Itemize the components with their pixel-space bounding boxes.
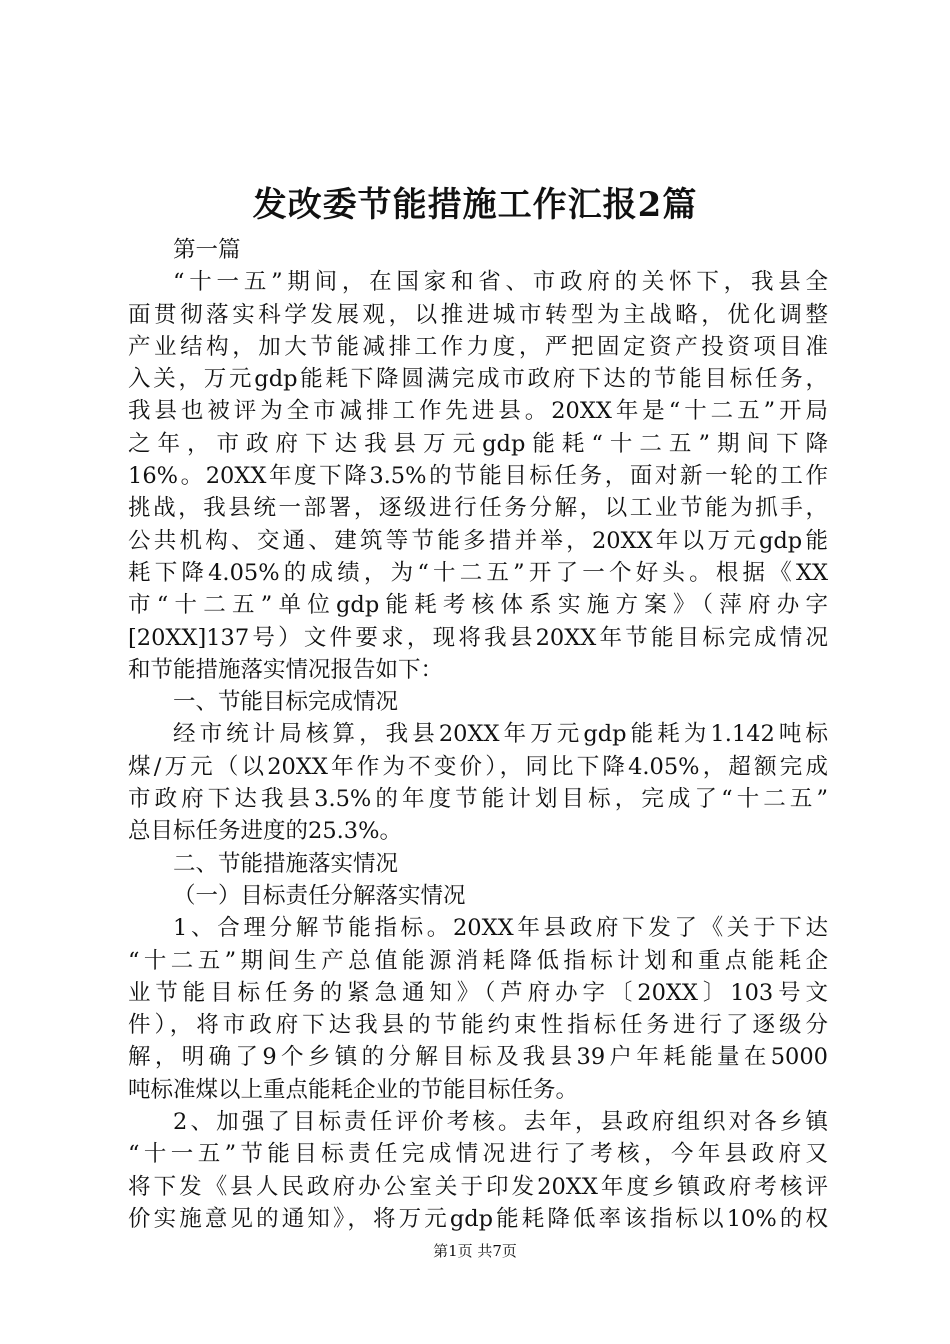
text-line: 价实施意见的通知》，将万元gdp能耗降低率该指标以10%的权 — [128, 1205, 828, 1232]
text-line: 之年，市政府下达我县万元gdp能耗“十二五”期间下降 — [128, 430, 828, 457]
text-line: 16%。20XX年度下降3.5%的节能目标任务，面对新一轮的工作 — [128, 463, 828, 490]
text-line: 市政府下达我县3.5%的年度节能计划目标，完成了“十二五” — [128, 786, 828, 813]
text-line: 产业结构，加大节能减排工作力度，严把固定资产投资项目准 — [128, 333, 828, 360]
text-line: 1、合理分解节能指标。20XX年县政府下发了《关于下达 — [173, 915, 828, 942]
text-line: 面贯彻落实科学发展观，以推进城市转型为主战略，优化调整 — [128, 301, 828, 328]
text-line: 和节能措施落实情况报告如下： — [128, 656, 444, 683]
text-line: 件），将市政府下达我县的节能约束性指标任务进行了逐级分 — [128, 1012, 828, 1039]
text-line: 2、加强了目标责任评价考核。去年，县政府组织对各乡镇 — [173, 1109, 828, 1136]
text-line: 二、节能措施落实情况 — [173, 850, 399, 877]
text-line: 煤/万元（以20XX年作为不变价），同比下降4.05%，超额完成 — [128, 753, 828, 780]
document-title: 发改委节能措施工作汇报2篇 — [252, 185, 698, 225]
text-line: 我县也被评为全市减排工作先进县。20XX年是“十二五”开局 — [128, 398, 828, 425]
text-line: 挑战，我县统一部署，逐级进行任务分解，以工业节能为抓手， — [128, 495, 828, 522]
page-footer: 第1页 共7页 — [433, 1242, 517, 1260]
text-line: 经市统计局核算，我县20XX年万元gdp能耗为1.142吨标 — [173, 721, 828, 748]
text-line: 耗下降4.05%的成绩，为“十二五”开了一个好头。根据《XX — [128, 559, 828, 586]
document-body — [128, 234, 828, 1235]
text-line: 公共机构、交通、建筑等节能多措并举，20XX年以万元gdp能 — [128, 527, 828, 554]
text-line: [20XX]137号）文件要求，现将我县20XX年节能目标完成情况 — [128, 624, 828, 651]
text-line: “十一五”期间，在国家和省、市政府的关怀下，我县全 — [173, 269, 828, 296]
text-line: 入关，万元gdp能耗下降圆满完成市政府下达的节能目标任务， — [128, 366, 828, 393]
text-line: 吨标准煤以上重点能耗企业的节能目标任务。 — [128, 1076, 579, 1103]
text-line: 总目标任务进度的25.3%。 — [128, 818, 402, 845]
text-line: “十二五”期间生产总值能源消耗降低指标计划和重点能耗企 — [128, 947, 828, 974]
text-line: 将下发《县人民政府办公室关于印发20XX年度乡镇政府考核评 — [128, 1173, 828, 1200]
text-line: 市“十二五”单位gdp能耗考核体系实施方案》（萍府办字 — [128, 592, 828, 619]
text-line: 一、节能目标完成情况 — [173, 689, 399, 716]
text-line: “十一五”节能目标责任完成情况进行了考核，今年县政府又 — [128, 1141, 828, 1168]
text-line: 业节能目标任务的紧急通知》（芦府办字〔20XX〕103号文 — [128, 979, 828, 1006]
text-line: （一）目标责任分解落实情况 — [173, 882, 466, 909]
text-line: 解，明确了9个乡镇的分解目标及我县39户年耗能量在5000 — [128, 1044, 828, 1071]
text-line: 第一篇 — [173, 237, 241, 263]
